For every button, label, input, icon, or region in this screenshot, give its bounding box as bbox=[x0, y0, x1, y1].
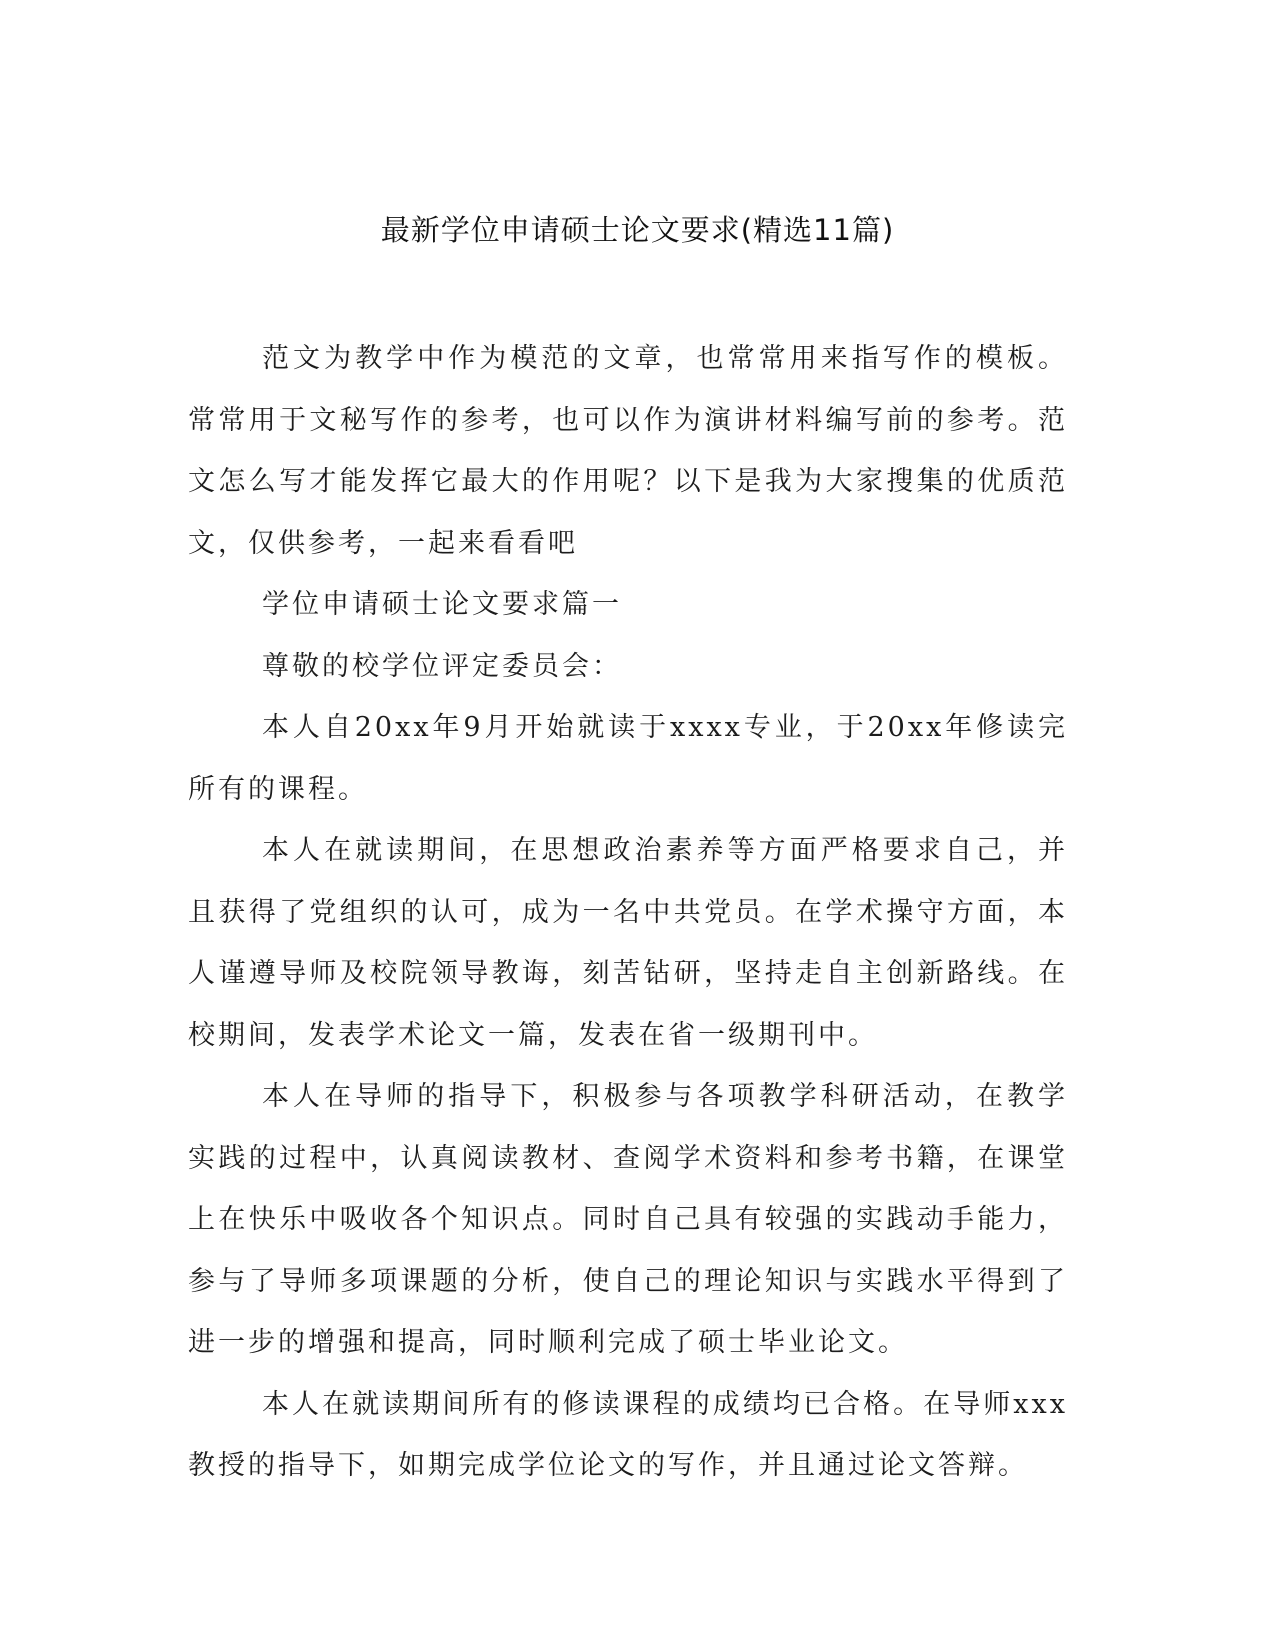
body-paragraph: 本人在就读期间所有的修读课程的成绩均已合格。在导师xxx教授的指导下，如期完成学位论文的写作，并且通过论文答辩。 bbox=[188, 1388, 1068, 1481]
salutation: 尊敬的校学位评定委员会： bbox=[262, 650, 622, 682]
body-paragraph: 本人在导师的指导下，积极参与各项教学科研活动，在教学实践的过程中，认真阅读教材、查阅学术资料和参考书籍，在课堂上在快乐中吸收各个知识点。同时自己具有较强的实践动手能力，参与了导师多项课题的分析，使自己的理论知识与实践水平得到了进一步的增强和提高，同时顺利完成了硕士毕业论文。 bbox=[188, 1081, 1068, 1358]
section-heading: 学位申请硕士论文要求篇一 bbox=[262, 589, 622, 620]
intro-paragraph: 范文为教学中作为模范的文章，也常常用来指写作的模板。常常用于文秘写作的参考，也可以作为演讲材料编写前的参考。范文怎么写才能发挥它最大的作用呢？以下是我为大家搜集的优质范文，仅供参考，一起来看看吧 bbox=[188, 343, 1068, 559]
body-paragraph: 本人自20xx年9月开始就读于xxxx专业，于20xx年修读完所有的课程。 bbox=[188, 712, 1068, 805]
body-paragraph: 本人在就读期间，在思想政治素养等方面严格要求自己，并且获得了党组织的认可，成为一名中共党员。在学术操守方面，本人谨遵导师及校院领导教诲，刻苦钻研，坚持走自主创新路线。在校期间，发表学术论文一篇，发表在省一级期刊中。 bbox=[188, 835, 1068, 1051]
document-title: 最新学位申请硕士论文要求(精选11篇) bbox=[380, 213, 895, 247]
document-body bbox=[188, 328, 1068, 1497]
